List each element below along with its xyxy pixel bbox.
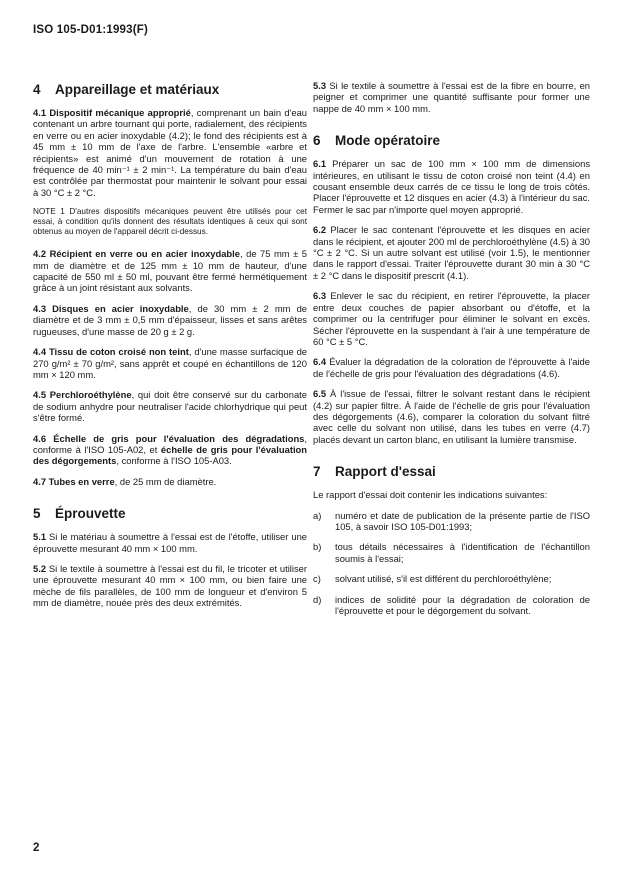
list-item-text: numéro et date de publication de la présente partie de l'ISO 105, à savoir ISO 105-D01:1993; [335,509,590,532]
clause-title: Dispositif mécanique approprié [49,107,191,118]
section-6-title [313,133,590,148]
paragraph-6-4 [313,356,590,379]
clause-text: , de 30 mm ± 2 mm de diamètre et de 3 mm ± 0,5 mm d'épaisseur, lisses et sans arêtes rugueuses, d'une masse de 20 g ± 2 g. [33,302,308,337]
clause-text: , qui doit être conservé sur du carbonate de sodium anhydre pour neutraliser l'acide chlorhydrique qui peut s'être formé. [33,389,307,424]
page-number: 2 [33,842,40,854]
section-5-title [33,506,307,521]
clause-title: Disques en acier inoxydable [52,302,189,314]
paragraph-4-4 [33,346,307,380]
clause-text: , conforme à l'ISO 105-A02, et [33,432,308,455]
section-number: 4 [33,82,41,97]
clause-number: 4.7 [33,475,47,487]
clause-title: Tissu de coton croisé non teint [48,346,189,358]
page-header: ISO 105-D01:1993(F) [33,24,149,36]
clause-number: 4.2 [33,248,47,260]
section-heading: Éprouvette [55,506,126,522]
paragraph-4-6 [33,433,307,467]
section-number: 6 [313,133,321,149]
list-item-letter: c) [313,573,321,585]
clause-title-2: échelle de gris pour l'évaluation des dégorgements [33,443,308,467]
paragraph-4-2 [33,248,307,294]
list-item-text: solvant utilisé, s'il est différent du perchloroéthylène; [335,573,552,585]
paragraph-4-5 [33,389,307,423]
paragraph-6-1 [313,158,590,215]
section-heading: Mode opératoire [335,133,441,149]
paragraph-6-2 [313,224,590,281]
clause-number: 4.1 [33,107,47,118]
section-7-title [313,464,590,479]
paragraph-5-3 [313,80,590,114]
clause-title: Récipient en verre ou en acier inoxydable [49,248,240,260]
right-column [313,80,590,625]
clause-text: À l'issue de l'essai, filtrer le solvant restant dans le récipient (4.2) sur papier filtre. À l'aide de l'échelle de gris pour l'évaluation des dégorgements (4.6), comparer la coloration du solvant filtré avec celle du solvant non utilisé, dans les tubes en verre (4.7) placés devant un carton blanc, en utilisant la lumière transmise. [313,388,591,445]
list-item-text: tous détails nécessaires à l'identification de l'échantillon soumis à l'essai; [335,541,590,564]
clause-number: 6.1 [313,158,327,170]
clause-number: 5.1 [33,531,47,543]
list-item [313,541,590,564]
list-item-letter: b) [313,541,322,553]
clause-number: 5.3 [313,80,327,91]
list-item-letter: a) [313,509,322,521]
clause-text: Si le textile à soumettre à l'essai est de la fibre en bourre, en peigner et comprimer une quantité suffisante pour former une nappe de 40 mm × 100 mm. [313,80,590,114]
paragraph-4-1 [33,107,307,198]
clause-text: , de 75 mm ± 5 mm de diamètre et de 125 mm ± 10 mm de hauteur, d'une capacité de 550 ml ± 50 ml, pouvant être fermé hermétiquement grâce à un joint résistant aux solvants. [33,248,307,294]
clause-text: Si le textile à soumettre à l'essai est du fil, le tricoter et utiliser une éprouvette mesurant 40 mm × 100 mm, ou bien faire une mèche de fils parallèles, de 100 mm de longueur et d'environ 5 mm de diamètre, nouée près des deux extrémités. [33,562,307,609]
left-column [33,82,307,618]
clause-text: , comprenant un bain d'eau contenant un arbre tournant qui porte, radialement, des récipients en verre ou en acier inoxydable (4.2); le fond des récipients est à 45 mm ± 10 mm de l'axe de l'arbre. L'ensemble «arbre et récipients» est animé d'un mouvement de rotation à une fréquence de 40 min⁻¹ ± 2 min⁻¹. La température du bain d'eau est contrôlée par thermostat pour maintenir le solvant pour essai à 30 °C ± 2 °C. [33,107,307,198]
clause-title: Tubes en verre [48,475,115,487]
clause-text: , de 25 mm de diamètre. [114,475,217,487]
section-heading: Appareillage et matériaux [55,82,220,97]
clause-number: 6.5 [313,388,327,400]
clause-number: 6.3 [313,290,327,302]
list-item-text: indices de solidité pour la dégradation de coloration de l'éprouvette et pour le dégorgement du solvant. [335,593,590,616]
paragraph-4-7 [33,476,307,487]
clause-text: Si le matériau à soumettre à l'essai est de l'étoffe, utiliser une éprouvette mesurant 40 mm × 100 mm. [33,531,307,554]
paragraph-6-5 [313,388,590,445]
clause-number: 6.2 [313,224,327,236]
list-item [313,573,590,584]
paragraph-6-3 [313,290,590,347]
paragraph-5-2 [33,563,307,609]
clause-number: 4.3 [33,302,47,314]
report-items-list [313,510,590,617]
clause-text: Placer le sac contenant l'éprouvette et les disques en acier dans le récipient, et ajouter 200 ml de perchloroéthylène (4.5) à 30 °C ± 2 °C. Si un autre solvant est utilisé (voir 1.5), le mentionner dans le rapport d'essai. Traiter l'éprouvette durant 30 min à 30 °C ± 2 °C dans le dispositif prescrit (4.1). [313,224,590,281]
paragraph-4-3 [33,303,307,337]
clause-text: Évaluer la dégradation de la coloration de l'éprouvette à l'aide de l'échelle de gris pour l'évaluation des dégradations (4.6). [313,356,590,379]
note-1: NOTE 1 D'autres dispositifs mécaniques peuvent être utilisés pour cet essai, à condition qu'ils donnent des résultats identiques à ceux qui sont obtenus au moyen de l'appareil décrit ci-dessus. [33,207,307,237]
clause-title: Échelle de gris pour l'évaluation des dégradations [53,432,305,444]
clause-text: , conforme à l'ISO 105-A03. [116,455,232,467]
clause-number: 5.2 [33,562,47,574]
clause-number: 4.4 [33,346,47,358]
clause-text: Préparer un sac de 100 mm × 100 mm de dimensions intérieures, en utilisant le tissu de coton croisé non teint (4.4) en cousant ensemble deux carrés de ce tissu le long de trois côtés. Placer l'éprouvette et 12 disques en acier (4.3) à l'intérieur du sac. Fermer le sac par n'importe quel moyen approprié. [313,158,591,215]
paragraph-7-intro: Le rapport d'essai doit contenir les indications suivantes: [313,489,548,501]
clause-title: Perchloroéthylène [49,389,132,401]
paragraph-5-1 [33,531,307,554]
list-item-letter: d) [313,593,322,605]
section-number: 5 [33,506,41,522]
clause-number: 4.6 [33,432,47,444]
section-heading: Rapport d'essai [335,464,436,480]
list-item [313,510,590,533]
clause-number: 6.4 [313,356,327,368]
section-4-title [33,82,307,97]
clause-text: Enlever le sac du récipient, en retirer l'éprouvette, la placer entre deux couches de papier absorbant ou d'étoffe, et la comprimer ou la centrifuger pour éliminer le solvant en excès. Sécher l'éprouvette en la suspendant à l'air à une température de 60 °C ± 5 °C. [313,290,590,347]
clause-text: , d'une masse surfacique de 270 g/m² ± 70 g/m², sans apprêt et coupé en échantillons de 120 mm × 120 mm. [33,346,308,380]
section-number: 7 [313,464,321,480]
clause-number: 4.5 [33,389,47,401]
list-item [313,594,590,617]
